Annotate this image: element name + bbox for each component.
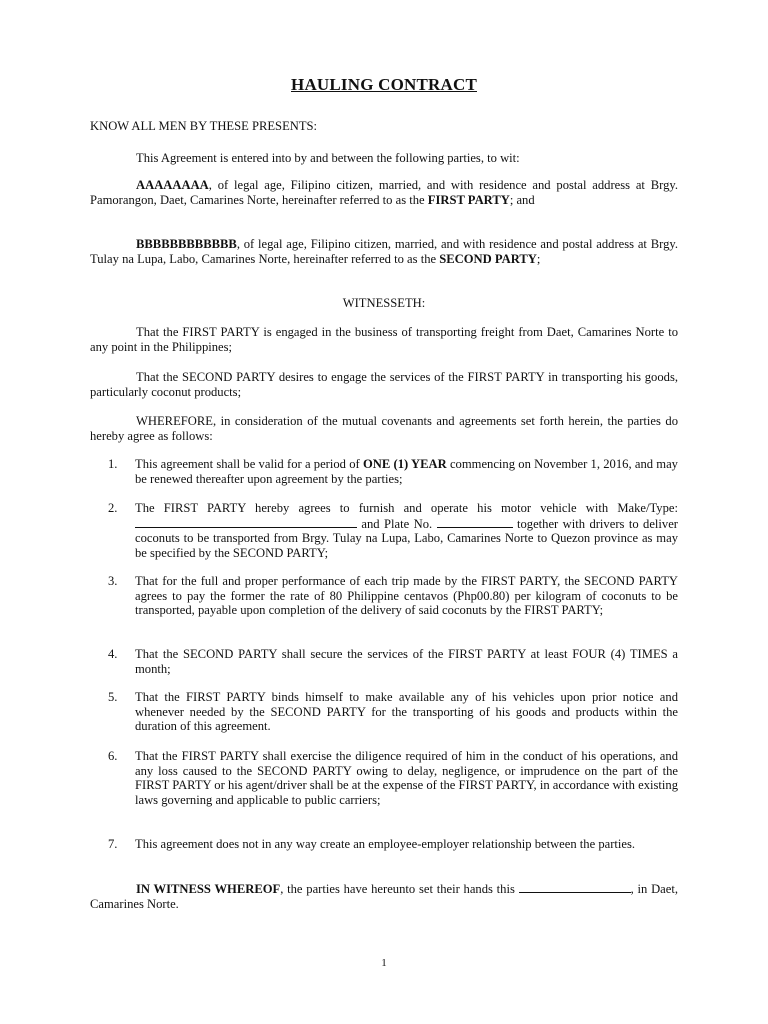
- page-number: 1: [381, 957, 387, 969]
- item-number: 4.: [108, 647, 118, 661]
- item-number: 6.: [108, 749, 118, 763]
- plate-number-blank[interactable]: [437, 516, 513, 528]
- term-emphasis: ONE (1) YEAR: [362, 457, 447, 471]
- item-number: 2.: [108, 501, 118, 515]
- item-text: The FIRST PARTY hereby agrees to furnish and operate his motor vehicle with Make/Type: and Plate No. together with drivers to deliver coconuts to be transported from Brgy. Tulay na Lupa, Labo, Camarines Norte to Quezon province as may be specified by the SECOND PARTY;: [135, 501, 678, 560]
- date-blank[interactable]: [519, 881, 631, 893]
- item-text: This agreement shall be valid for a period of ONE (1) YEAR commencing on November 1, 2016, and may be renewed thereafter upon agreement by the parties;: [135, 457, 678, 486]
- recital-3: WHEREFORE, in consideration of the mutual covenants and agreements set forth herein, the parties do hereby agree as follows:: [90, 414, 678, 443]
- first-party-text: , of legal age, Filipino citizen, married, and with residence and postal address at Brgy. Pamorangon, Daet, Camarines Norte, hereinafter referred to as the: [90, 178, 678, 207]
- item-number: 1.: [108, 457, 118, 471]
- opening-line: KNOW ALL MEN BY THESE PRESENTS:: [90, 119, 318, 133]
- item-text: This agreement does not in any way create an employee-employer relationship between the parties.: [135, 837, 636, 851]
- second-party-ref: SECOND PARTY: [439, 251, 537, 266]
- witnesseth-heading: WITNESSETH:: [342, 296, 426, 310]
- item-number: 7.: [108, 837, 118, 851]
- second-party-name: BBBBBBBBBBBB: [136, 237, 237, 251]
- second-party-tail: ;: [536, 251, 541, 266]
- recital-2: That the SECOND PARTY desires to engage the services of the FIRST PARTY in transporting his goods, particularly coconut products;: [90, 370, 678, 399]
- first-party-name: AAAAAAAA: [136, 178, 209, 192]
- item-number: 3.: [108, 574, 118, 588]
- item-text: That for the full and proper performance of each trip made by the FIRST PARTY, the SECOND PARTY agrees to pay the former the rate of 80 Philippine centavos (Php00.80) per kilogram of coconuts to be transported, payable upon completion of the delivery of said coconuts by the FIRST PARTY;: [135, 574, 678, 618]
- document-title: HAULING CONTRACT: [291, 75, 477, 94]
- first-party-ref: FIRST PARTY: [427, 192, 510, 207]
- second-party-text: , of legal age, Filipino citizen, married, and with residence and postal address at Brgy. Tulay na Lupa, Labo, Camarines Norte, hereinafter referred to as the: [90, 237, 678, 266]
- item-text: That the FIRST PARTY shall exercise the diligence required of him in the conduct of his operations, and any loss caused to the SECOND PARTY owing to delay, negligence, or imprudence on the part of the FIRST PARTY or his agent/driver shall be at the expense of the FIRST PARTY, in accordance with existing laws governing and applicable to public carriers;: [135, 749, 678, 807]
- item-text: That the SECOND PARTY shall secure the services of the FIRST PARTY at least FOUR (4) TIMES a month;: [135, 647, 678, 676]
- first-party-paragraph: [90, 178, 678, 207]
- witness-paragraph: IN WITNESS WHEREOF, the parties have hereunto set their hands this , in Daet, Camarines Norte.: [90, 882, 679, 911]
- recital-1: That the FIRST PARTY is engaged in the business of transporting freight from Daet, Camarines Norte to any point in the Philippines;: [90, 325, 678, 354]
- make-type-blank[interactable]: [135, 516, 357, 528]
- witness-whereof: IN WITNESS WHEREOF: [136, 882, 281, 896]
- first-party-tail: ; and: [509, 192, 535, 207]
- second-party-paragraph: [90, 237, 678, 266]
- item-text: That the FIRST PARTY binds himself to make available any of his vehicles upon prior notice and whenever needed by the SECOND PARTY for the transporting of his goods and products within the duration of this agreement.: [135, 690, 678, 734]
- intro-paragraph: This Agreement is entered into by and between the following parties, to wit:: [136, 151, 520, 165]
- item-number: 5.: [108, 690, 118, 704]
